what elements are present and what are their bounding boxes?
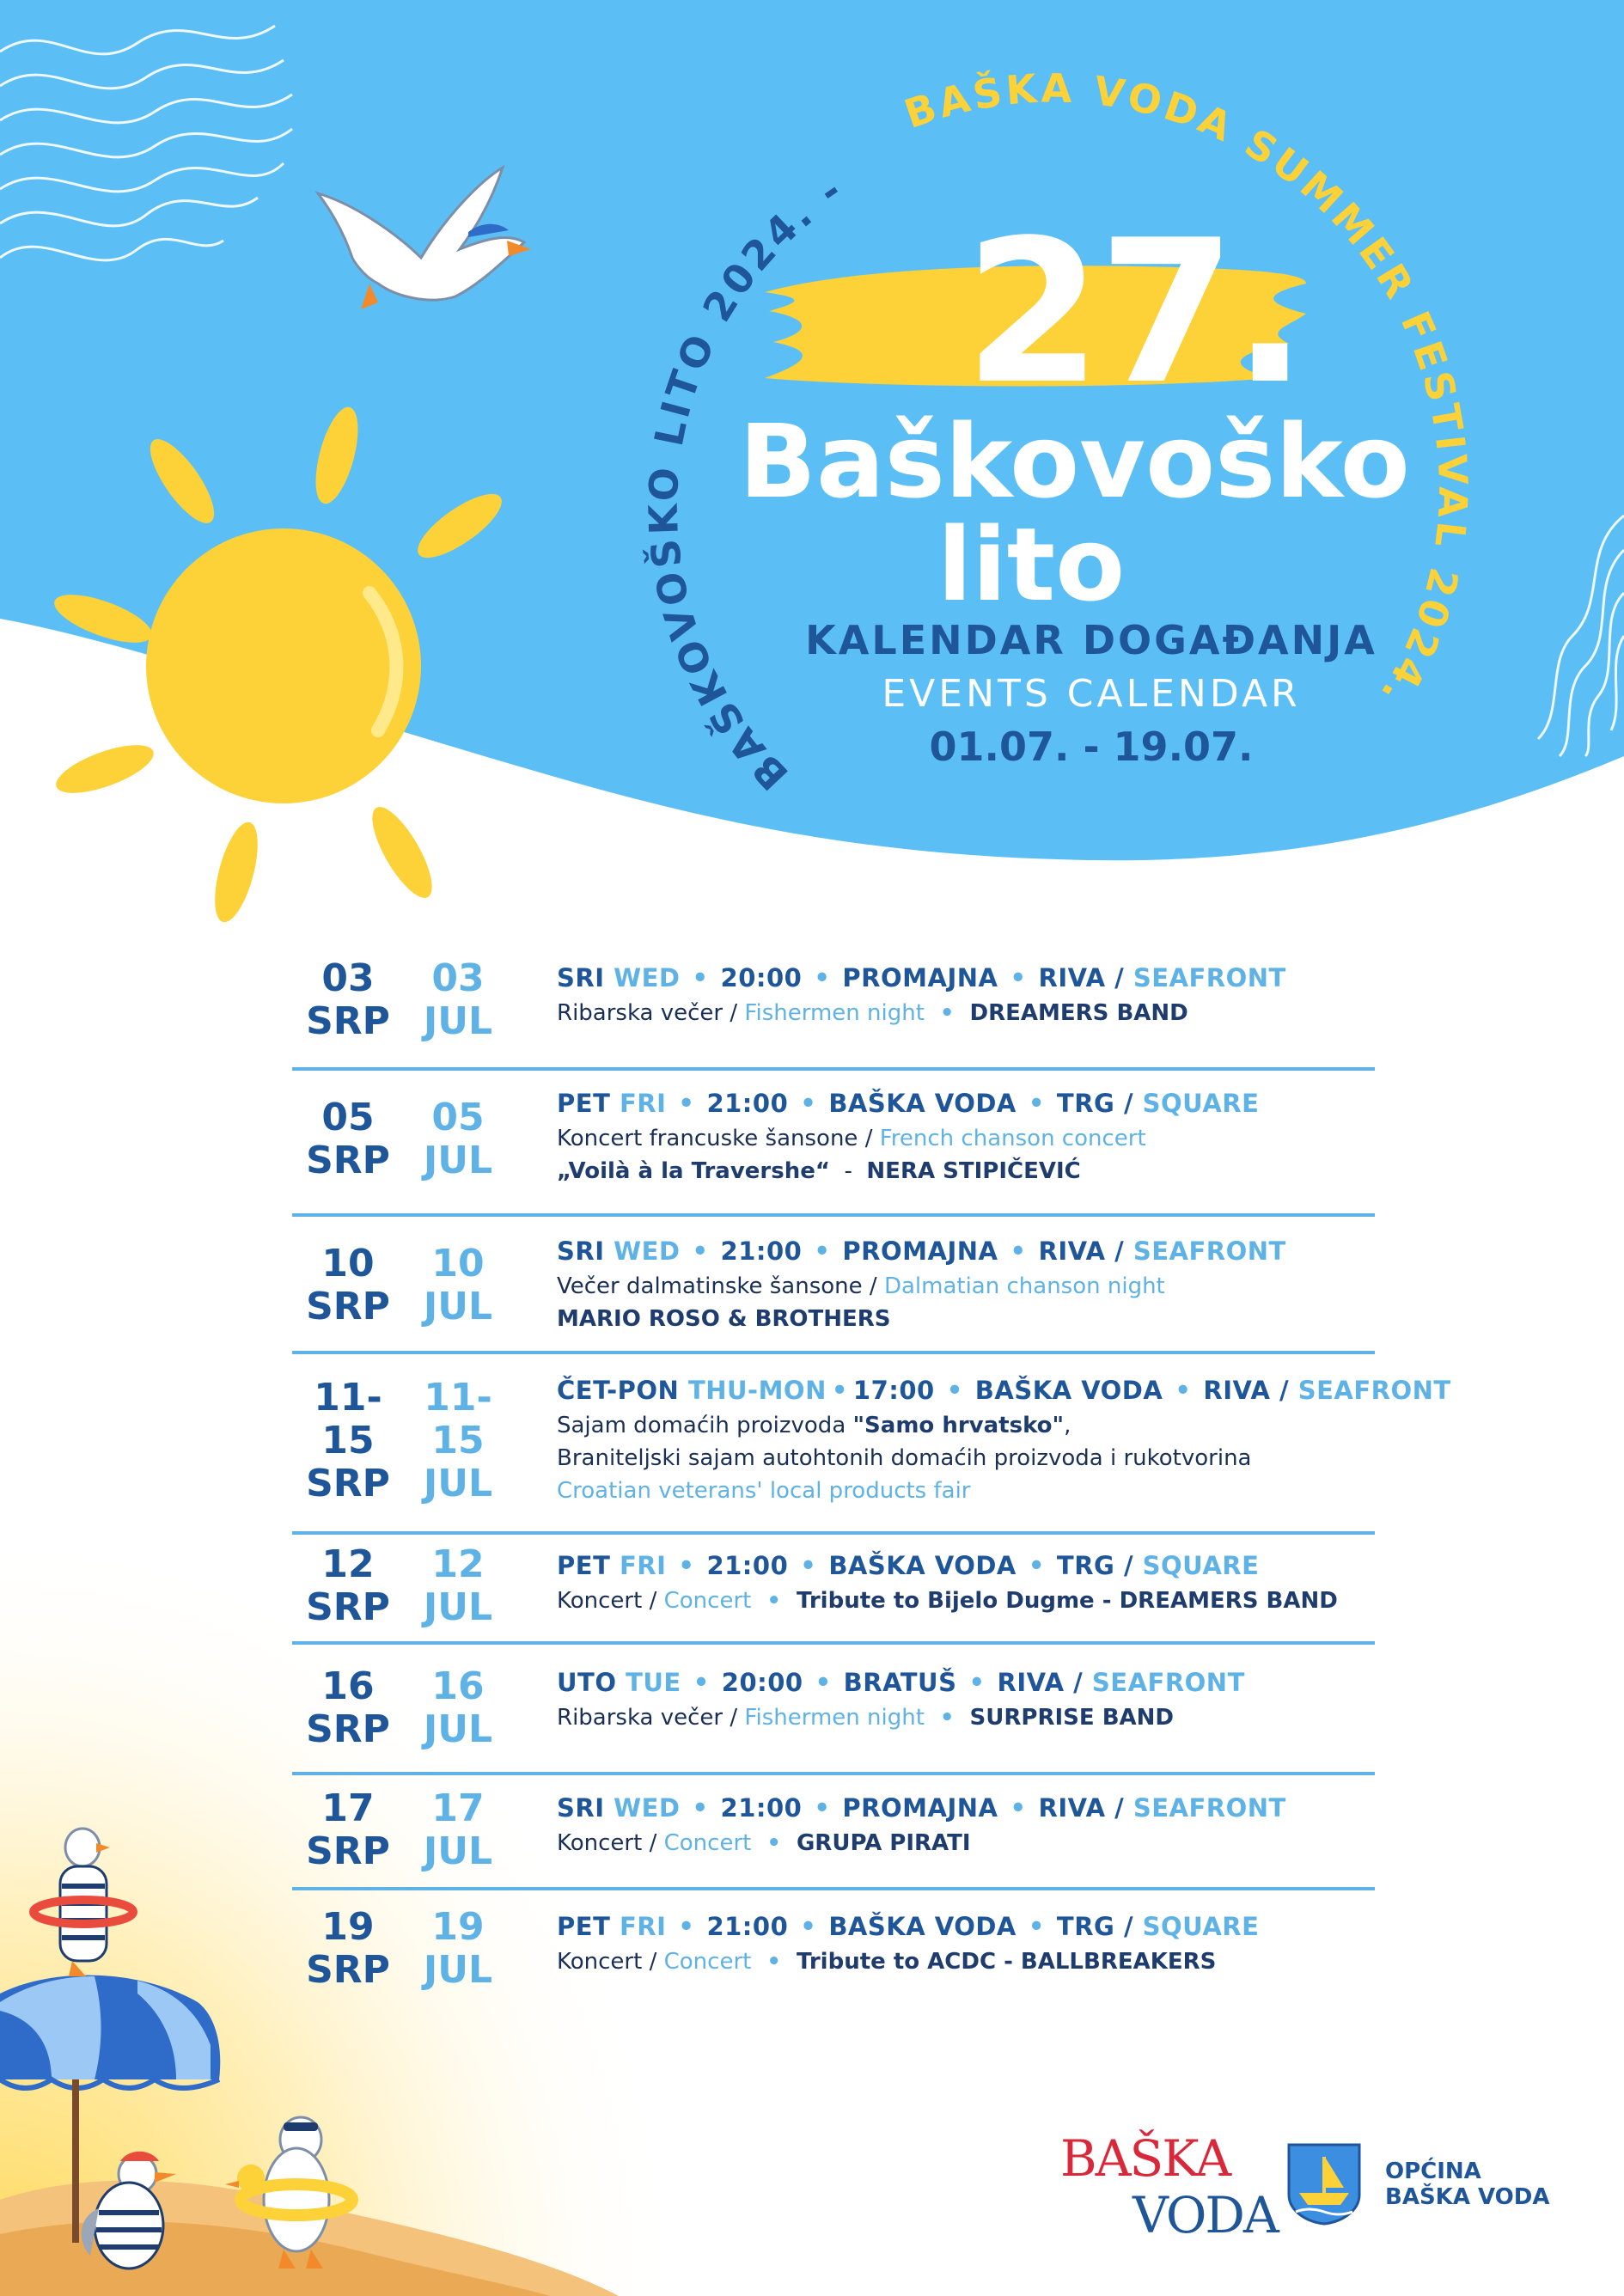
- event-date-hr: 19 SRP: [306, 1905, 390, 1992]
- opcina-line2: BAŠKA VODA: [1385, 2184, 1550, 2210]
- event-line-when-where: SRI WED • 21:00 • PROMAJNA • RIVA / SEAFRONT: [557, 1237, 1286, 1266]
- seagull-pirate-icon: [82, 2152, 176, 2269]
- seagull-duck-ring-icon: [225, 2117, 352, 2269]
- event-line-desc: Koncert francuske šansone / French chanson concert: [557, 1126, 1146, 1151]
- opcina-crest-icon: [1287, 2143, 1361, 2226]
- baska-voda-logo-icon: [1057, 2122, 1278, 2244]
- event-line-desc: Koncert / Concert • Tribute to ACDC - BALLBREAKERS: [557, 1949, 1217, 1975]
- baska-voda-logo: [1057, 2122, 1278, 2244]
- event-date-hr: 03 SRP: [306, 956, 390, 1043]
- ring-text-left: BAŠKOVOŠKO LITO 2024. -: [639, 165, 853, 799]
- subtitle-dates: 01.07. - 19.07.: [929, 724, 1254, 770]
- event-line-performer: „Voilà à la Travershe“ - NERA STIPIČEVIĆ: [557, 1158, 1081, 1184]
- event-line-when-where: SRI WED • 21:00 • PROMAJNA • RIVA / SEAFRONT: [557, 1793, 1286, 1823]
- ring-text-right: BAŠKA VODA SUMMER FESTIVAL 2024.: [898, 64, 1477, 717]
- event-date-en: 03 JUL: [423, 956, 493, 1043]
- title-number: 27.: [964, 198, 1304, 428]
- event-line-desc-en: Croatian veterans' local products fair: [557, 1478, 971, 1504]
- title-line2: lito: [937, 505, 1126, 624]
- event-date-hr: 05 SRP: [306, 1096, 390, 1182]
- event-date-hr: 17 SRP: [306, 1786, 390, 1873]
- event-date-hr: 16 SRP: [306, 1664, 390, 1751]
- baska-logo-text-2: VODA: [1133, 2186, 1278, 2244]
- event-line-desc2: Braniteljski sajam autohtonih domaćih proizvoda i rukotvorina: [557, 1445, 1252, 1471]
- event-line-desc: Ribarska večer / Fishermen night • SURPRISE BAND: [557, 1705, 1174, 1731]
- title-line1: Baškovoško: [739, 402, 1410, 521]
- subtitle-en: EVENTS CALENDAR: [882, 672, 1301, 716]
- seagull-striped-icon: [34, 1829, 133, 1976]
- event-line-performer: MARIO ROSO & BROTHERS: [557, 1306, 891, 1332]
- event-line-desc: Večer dalmatinske šansone / Dalmatian chanson night: [557, 1273, 1165, 1299]
- event-date-en: 19 JUL: [423, 1905, 493, 1992]
- event-line-desc: Koncert / Concert • GRUPA PIRATI: [557, 1830, 971, 1856]
- event-date-en: 12 JUL: [423, 1542, 493, 1629]
- event-date-hr: 12 SRP: [306, 1542, 390, 1629]
- event-date-en: 10 JUL: [423, 1242, 493, 1328]
- event-date-hr: 11-15 SRP: [306, 1376, 390, 1505]
- event-line-desc: Sajam domaćih proizvoda "Samo hrvatsko",: [557, 1413, 1071, 1438]
- event-line-desc: Koncert / Concert • Tribute to Bijelo Dugme - DREAMERS BAND: [557, 1588, 1338, 1614]
- event-line-when-where: PET FRI • 21:00 • BAŠKA VODA • TRG / SQUARE: [557, 1089, 1260, 1118]
- event-line-desc: Ribarska večer / Fishermen night • DREAMERS BAND: [557, 1000, 1188, 1026]
- event-line-when-where: PET FRI • 21:00 • BAŠKA VODA • TRG / SQUARE: [557, 1912, 1260, 1941]
- event-line-when-where: UTO TUE • 20:00 • BRATUŠ • RIVA / SEAFRONT: [557, 1668, 1245, 1697]
- event-line-when-where: ČET-PON THU-MON • 17:00 • BAŠKA VODA • RIVA / SEAFRONT: [557, 1376, 1451, 1405]
- event-date-en: 16 JUL: [423, 1664, 493, 1751]
- baska-logo-text-1: BAŠKA: [1060, 2129, 1230, 2188]
- event-date-en: 17 JUL: [423, 1786, 493, 1873]
- subtitle-hr: KALENDAR DOGAĐANJA: [805, 617, 1377, 663]
- opcina-logo-text: [1385, 2159, 1549, 2210]
- opcina-line1: OPĆINA: [1385, 2159, 1481, 2184]
- event-line-when-where: SRI WED • 20:00 • PROMAJNA • RIVA / SEAFRONT: [557, 963, 1286, 992]
- event-line-when-where: PET FRI • 21:00 • BAŠKA VODA • TRG / SQUARE: [557, 1551, 1260, 1580]
- event-date-hr: 10 SRP: [306, 1242, 390, 1328]
- event-date-en: 05 JUL: [423, 1096, 493, 1182]
- event-date-en: 11-15 JUL: [423, 1376, 493, 1505]
